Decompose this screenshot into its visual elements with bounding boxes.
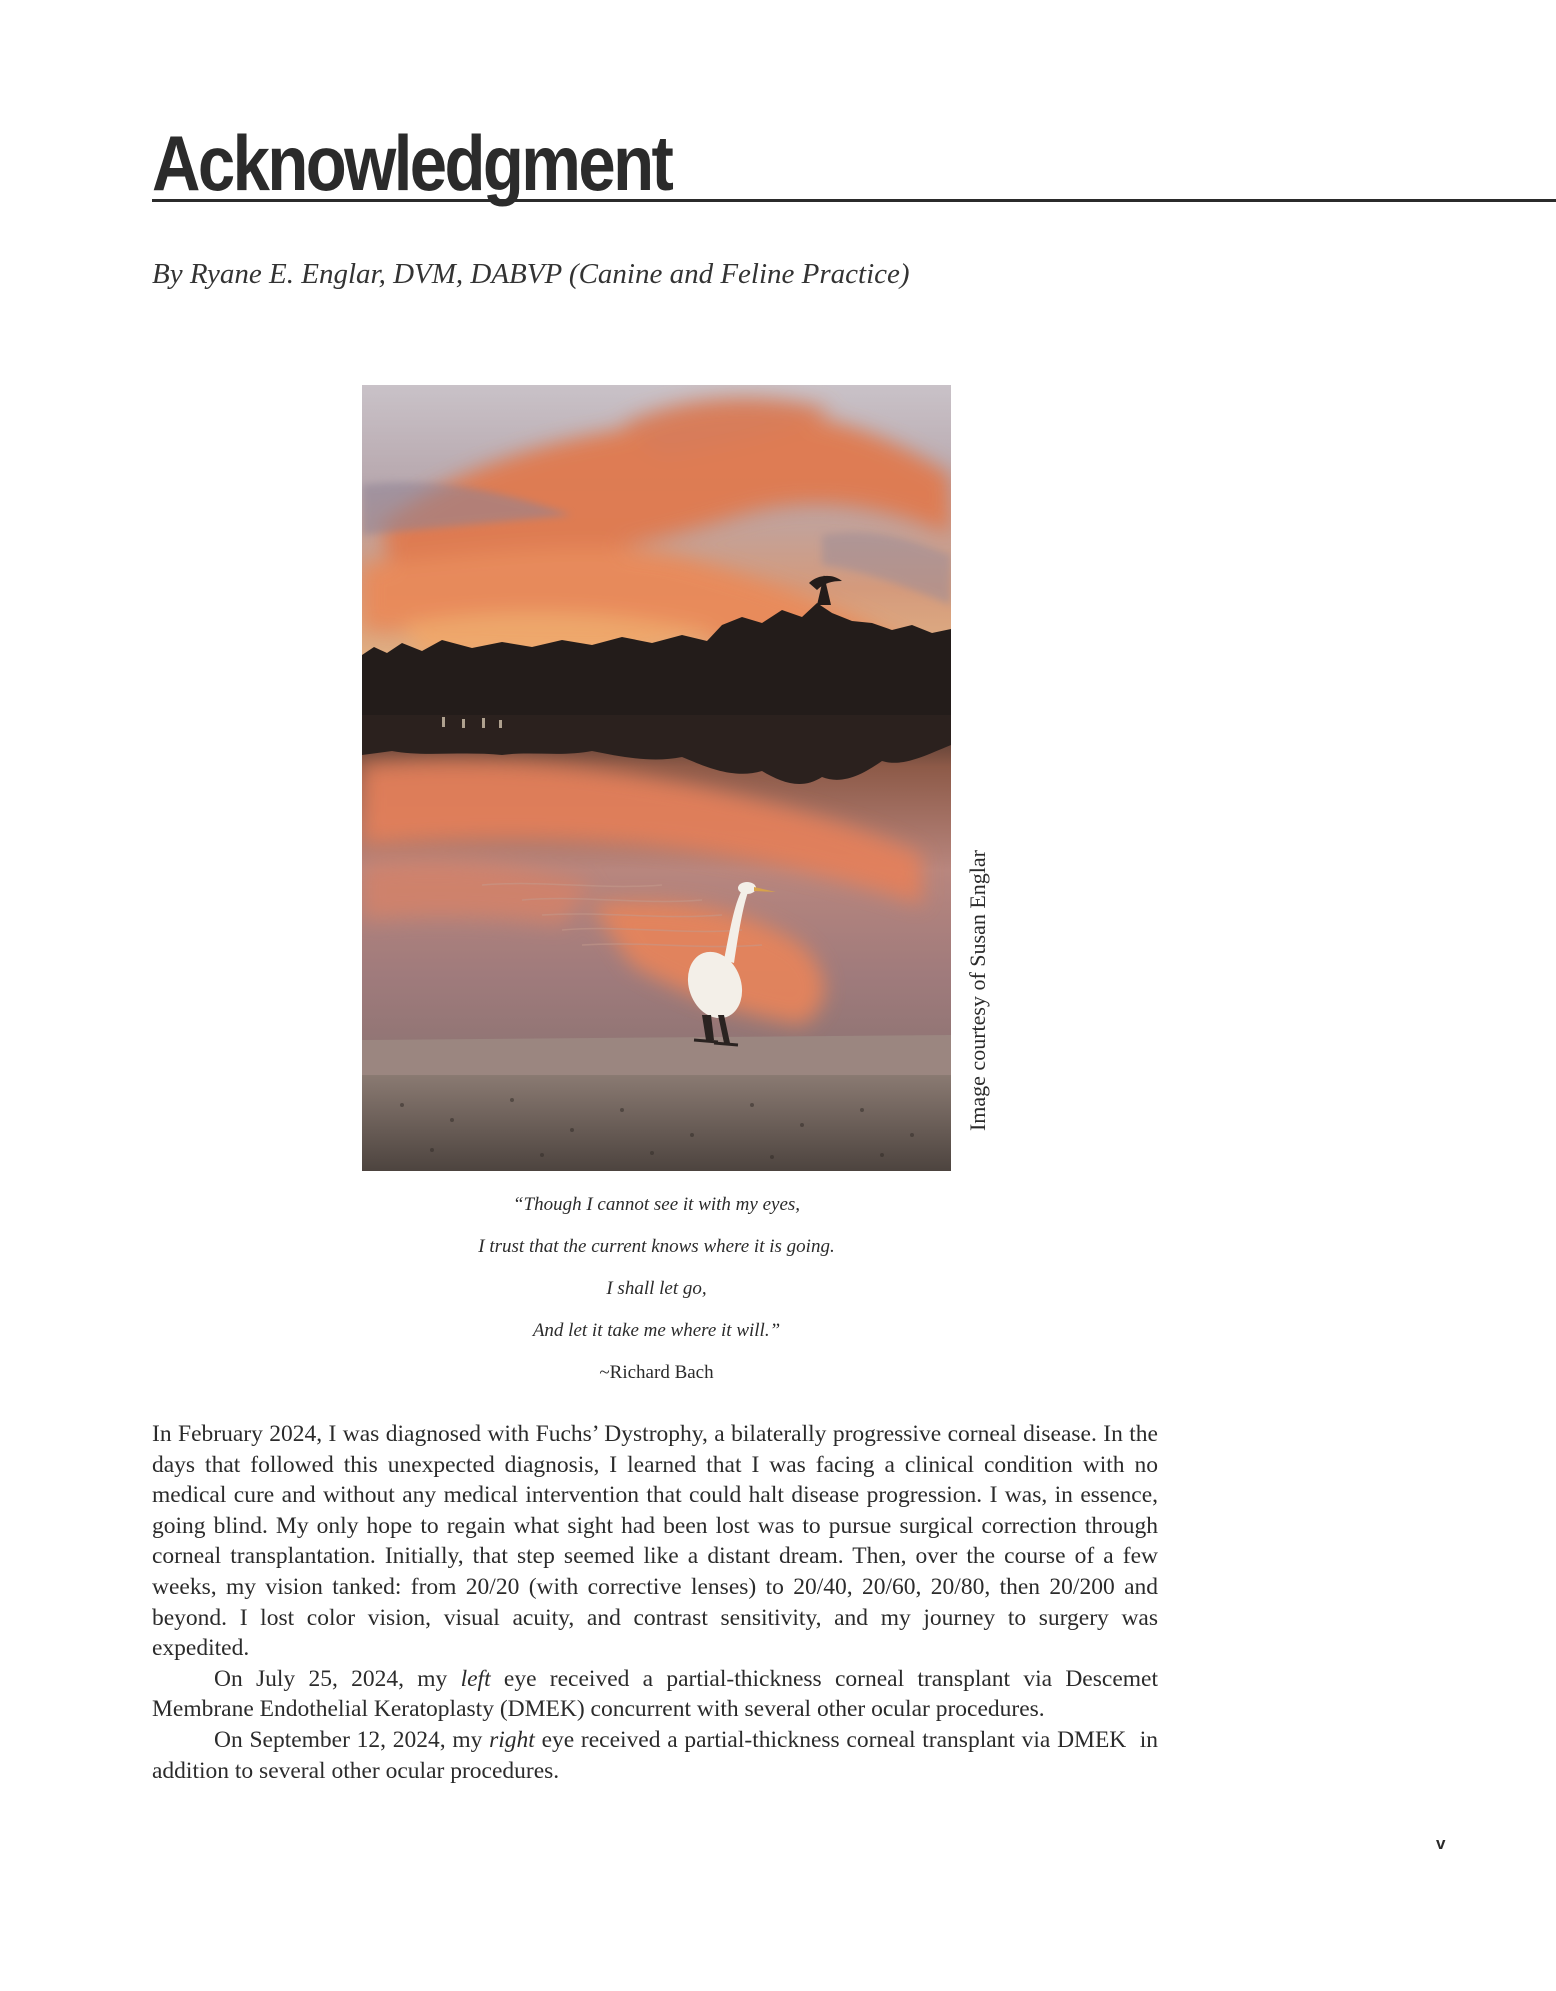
- paragraph-text: On July 25, 2024, my: [214, 1665, 461, 1692]
- paragraph-text: On September 12, 2024, my: [214, 1726, 490, 1753]
- body-text: [152, 1419, 1158, 1786]
- heading-block: [152, 118, 1556, 207]
- paragraph-right-eye: [152, 1725, 1158, 1786]
- epigraph-line: I trust that the current knows where it is going.: [478, 1236, 835, 1257]
- page-title: Acknowledgment: [152, 119, 672, 207]
- epigraph-attribution: ~Richard Bach: [599, 1362, 714, 1383]
- image-credit: Image courtesy of Susan Englar: [965, 850, 990, 1132]
- image-credit-container: [962, 850, 994, 1171]
- author-byline: By Ryane E. Englar, DVM, DABVP (Canine and Feline Practice): [152, 258, 910, 290]
- paragraph-text: eye received a partial-thickness corneal transplant via DMEK in addition to several other ocular procedures.: [152, 1726, 1159, 1784]
- epigraph-line: “Though I cannot see it with my eyes,: [512, 1194, 801, 1215]
- paragraph-text: eye received a partial-thickness corneal transplant via Descemet Membrane Endothelial Keratoplasty (DMEK) concurrent with several other ocular procedures.: [152, 1665, 1158, 1723]
- page-number: v: [1436, 1834, 1446, 1853]
- sunset-egret-photo: [362, 385, 951, 1171]
- epigraph: [362, 1190, 951, 1388]
- emphasis-text: right: [489, 1726, 535, 1753]
- epigraph-line: I shall let go,: [606, 1278, 707, 1299]
- paragraph-left-eye: [152, 1664, 1158, 1725]
- epigraph-line: And let it take me where it will.”: [532, 1320, 781, 1341]
- emphasis-text: left: [460, 1665, 491, 1692]
- paragraph-diagnosis: In February 2024, I was diagnosed with Fuchs’ Dystrophy, a bilaterally progressive corneal disease. In the days that followed this unexpected diagnosis, I learned that I was facing a clinical condition with no medical cure and without any medical intervention that could halt disease progression. I was, in essence, going blind. My only hope to regain what sight had been lost was to pursue surgical correction through corneal transplantation. Initially, that step seemed like a distant dream. Then, over the course of a few weeks, my vision tanked: from 20/20 (with corrective lenses) to 20/40, 20/60, 20/80, then 20/200 and beyond. I lost color vision, visual acuity, and contrast sensitivity, and my journey to surgery was expedited.: [152, 1421, 1158, 1662]
